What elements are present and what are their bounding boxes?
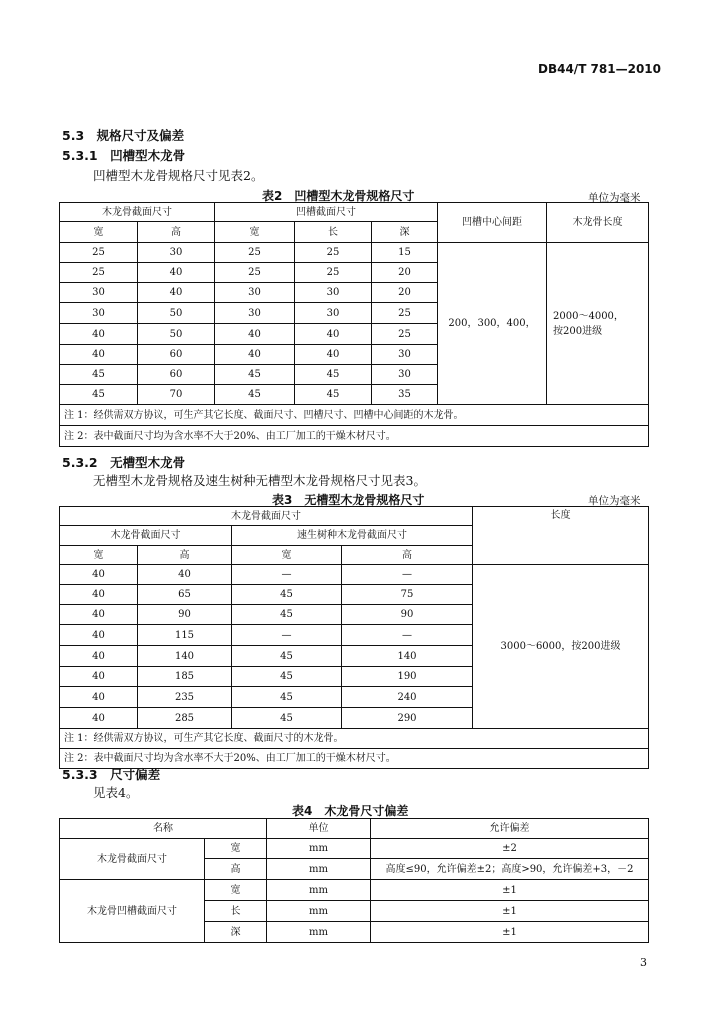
table3-header-fast: 速生树种木龙骨截面尺寸: [232, 526, 473, 546]
page-number: 3: [640, 956, 647, 969]
table-cell: 40: [215, 345, 295, 365]
table-cell: 30: [372, 365, 438, 385]
section-5-3-3-heading: 5.3.3 尺寸偏差: [62, 767, 161, 782]
table-cell: 40: [60, 667, 138, 687]
table2-header-groove-width: 宽: [215, 222, 295, 243]
table-cell: 45: [232, 687, 342, 708]
table-cell: —: [342, 565, 473, 585]
table-cell: 30: [295, 283, 372, 303]
table-cell: mm: [267, 901, 371, 922]
table-cell: mm: [267, 922, 371, 943]
table2-caption: 表2 凹槽型木龙骨规格尺寸: [262, 189, 415, 203]
table-cell: 40: [295, 324, 372, 345]
table-cell: 75: [342, 585, 473, 605]
table-cell: ±1: [371, 901, 649, 922]
table-cell: ±1: [371, 880, 649, 901]
table-cell: 40: [138, 283, 215, 303]
table-row: [60, 880, 649, 901]
table4-group-1-name: 木龙骨截面尺寸: [60, 839, 205, 880]
table-cell: 40: [60, 708, 138, 729]
table-row: [60, 243, 649, 263]
table-cell: 25: [295, 263, 372, 283]
table-cell: 30: [60, 303, 138, 324]
table-cell: 40: [60, 625, 138, 646]
table-cell: 40: [295, 345, 372, 365]
table-cell: 45: [232, 667, 342, 687]
table2-header-groove: 凹槽截面尺寸: [215, 203, 438, 222]
table-cell: 50: [138, 324, 215, 345]
table-cell: 40: [60, 565, 138, 585]
table-cell: 40: [138, 565, 232, 585]
table-cell: 240: [342, 687, 473, 708]
table-cell: ±1: [371, 922, 649, 943]
table4-header-tolerance: 允许偏差: [371, 819, 649, 839]
table4-header-name: 名称: [60, 819, 267, 839]
table-cell: 115: [138, 625, 232, 646]
table-row: [60, 839, 649, 859]
table-cell: 190: [342, 667, 473, 687]
table2-note-1: 注 1：经供需双方协议，可生产其它长度、截面尺寸、凹槽尺寸、凹槽中心间距的木龙骨。: [60, 405, 649, 426]
section-5-3-2-heading: 5.3.2 无槽型木龙骨: [62, 455, 186, 470]
table-cell: 25: [60, 243, 138, 263]
table3-header-length: 长度: [473, 507, 649, 565]
table2-header-height: 高: [138, 222, 215, 243]
table3-note-1: 注 1：经供需双方协议，可生产其它长度、截面尺寸的木龙骨。: [60, 729, 649, 749]
table-cell: 45: [232, 605, 342, 625]
table-cell: 45: [232, 708, 342, 729]
table-cell: 20: [372, 263, 438, 283]
table-row: [60, 565, 649, 585]
table-cell: 45: [215, 385, 295, 405]
table-cell: 185: [138, 667, 232, 687]
table3-header-width-1: 宽: [60, 546, 138, 565]
table-cell: mm: [267, 859, 371, 880]
table3-length-value: 3000～6000，按200进级: [473, 565, 649, 729]
document-code: DB44/T 781—2010: [538, 62, 661, 76]
table-cell: 40: [215, 324, 295, 345]
table-cell: 长: [205, 901, 267, 922]
table-cell: 25: [372, 303, 438, 324]
table3-header-normal: 木龙骨截面尺寸: [60, 526, 232, 546]
table-cell: 45: [295, 365, 372, 385]
table-cell: 35: [372, 385, 438, 405]
table2-unit: 单位为毫米: [588, 192, 641, 204]
table-cell: —: [342, 625, 473, 646]
table-cell: 60: [138, 345, 215, 365]
table-cell: 45: [232, 585, 342, 605]
table-cell: —: [232, 565, 342, 585]
table-cell: 30: [372, 345, 438, 365]
table4: [59, 818, 649, 943]
section-5-3-3-text: 见表4。: [93, 785, 139, 800]
table3-header-height-2: 高: [342, 546, 473, 565]
table-cell: 30: [215, 303, 295, 324]
table-cell: 40: [60, 605, 138, 625]
table-cell: 40: [60, 585, 138, 605]
table4-group-2-name: 木龙骨凹槽截面尺寸: [60, 880, 205, 943]
table3-header-width-2: 宽: [232, 546, 342, 565]
table3-header-section: 木龙骨截面尺寸: [60, 507, 473, 526]
table2-header-width: 宽: [60, 222, 138, 243]
table-cell: 60: [138, 365, 215, 385]
table-cell: 45: [215, 365, 295, 385]
table-cell: 40: [60, 646, 138, 667]
table-cell: 40: [138, 263, 215, 283]
table2-length-value: [547, 243, 649, 405]
table-cell: 15: [372, 243, 438, 263]
table4-caption: 表4 木龙骨尺寸偏差: [292, 804, 409, 818]
table-cell: 30: [138, 243, 215, 263]
table3-unit: 单位为毫米: [588, 495, 641, 507]
table-cell: 45: [295, 385, 372, 405]
table-cell: 290: [342, 708, 473, 729]
table-cell: 深: [205, 922, 267, 943]
table-cell: 40: [60, 687, 138, 708]
table2-header-groove-depth: 深: [372, 222, 438, 243]
table3: [59, 506, 649, 769]
table2-header-length: 木龙骨长度: [547, 203, 649, 243]
table2-header-groove-length: 长: [295, 222, 372, 243]
table-cell: 65: [138, 585, 232, 605]
table-cell: 140: [138, 646, 232, 667]
table-cell: —: [232, 625, 342, 646]
table2-length-line2: 按200进级: [553, 325, 603, 337]
table-cell: 45: [60, 385, 138, 405]
table3-header-height-1: 高: [138, 546, 232, 565]
table-cell: 20: [372, 283, 438, 303]
table-cell: 90: [138, 605, 232, 625]
table-cell: 70: [138, 385, 215, 405]
table-cell: 30: [60, 283, 138, 303]
table2-note-2: 注 2：表中截面尺寸均为含水率不大于20%、由工厂加工的干燥木材尺寸。: [60, 426, 649, 447]
table-cell: 30: [215, 283, 295, 303]
table2-header-center: 凹槽中心间距: [438, 203, 547, 243]
table-cell: 25: [295, 243, 372, 263]
table2-header-section: 木龙骨截面尺寸: [60, 203, 215, 222]
table-cell: 25: [60, 263, 138, 283]
table-cell: 宽: [205, 880, 267, 901]
table-cell: 25: [372, 324, 438, 345]
section-5-3-heading: 5.3 规格尺寸及偏差: [62, 128, 185, 143]
table-cell: 90: [342, 605, 473, 625]
table-cell: mm: [267, 880, 371, 901]
table-cell: 25: [215, 263, 295, 283]
table-cell: 45: [60, 365, 138, 385]
table-cell: 285: [138, 708, 232, 729]
section-5-3-1-text: 凹槽型木龙骨规格尺寸见表2。: [93, 168, 264, 183]
section-5-3-1-heading: 5.3.1 凹槽型木龙骨: [62, 148, 186, 163]
table-cell: 40: [60, 324, 138, 345]
table-cell: 40: [60, 345, 138, 365]
table-cell: 235: [138, 687, 232, 708]
table-cell: 45: [232, 646, 342, 667]
table-cell: 高: [205, 859, 267, 880]
table3-note-2: 注 2：表中截面尺寸均为含水率不大于20%、由工厂加工的干燥木材尺寸。: [60, 749, 649, 769]
table-cell: 30: [295, 303, 372, 324]
table-cell: 50: [138, 303, 215, 324]
table2-center-value: 200，300，400，: [438, 243, 547, 405]
table-cell: 25: [215, 243, 295, 263]
table2: [59, 202, 649, 447]
table4-header-unit: 单位: [267, 819, 371, 839]
table-cell: mm: [267, 839, 371, 859]
table2-length-line1: 2000～4000，: [553, 310, 624, 322]
section-5-3-2-text: 无槽型木龙骨规格及速生树种无槽型木龙骨规格尺寸见表3。: [93, 473, 426, 488]
table3-caption: 表3 无槽型木龙骨规格尺寸: [272, 493, 425, 507]
table-cell: 140: [342, 646, 473, 667]
table-cell: 高度≤90，允许偏差±2；高度>90，允许偏差+3，－2: [371, 859, 649, 880]
table-cell: 宽: [205, 839, 267, 859]
table-cell: ±2: [371, 839, 649, 859]
